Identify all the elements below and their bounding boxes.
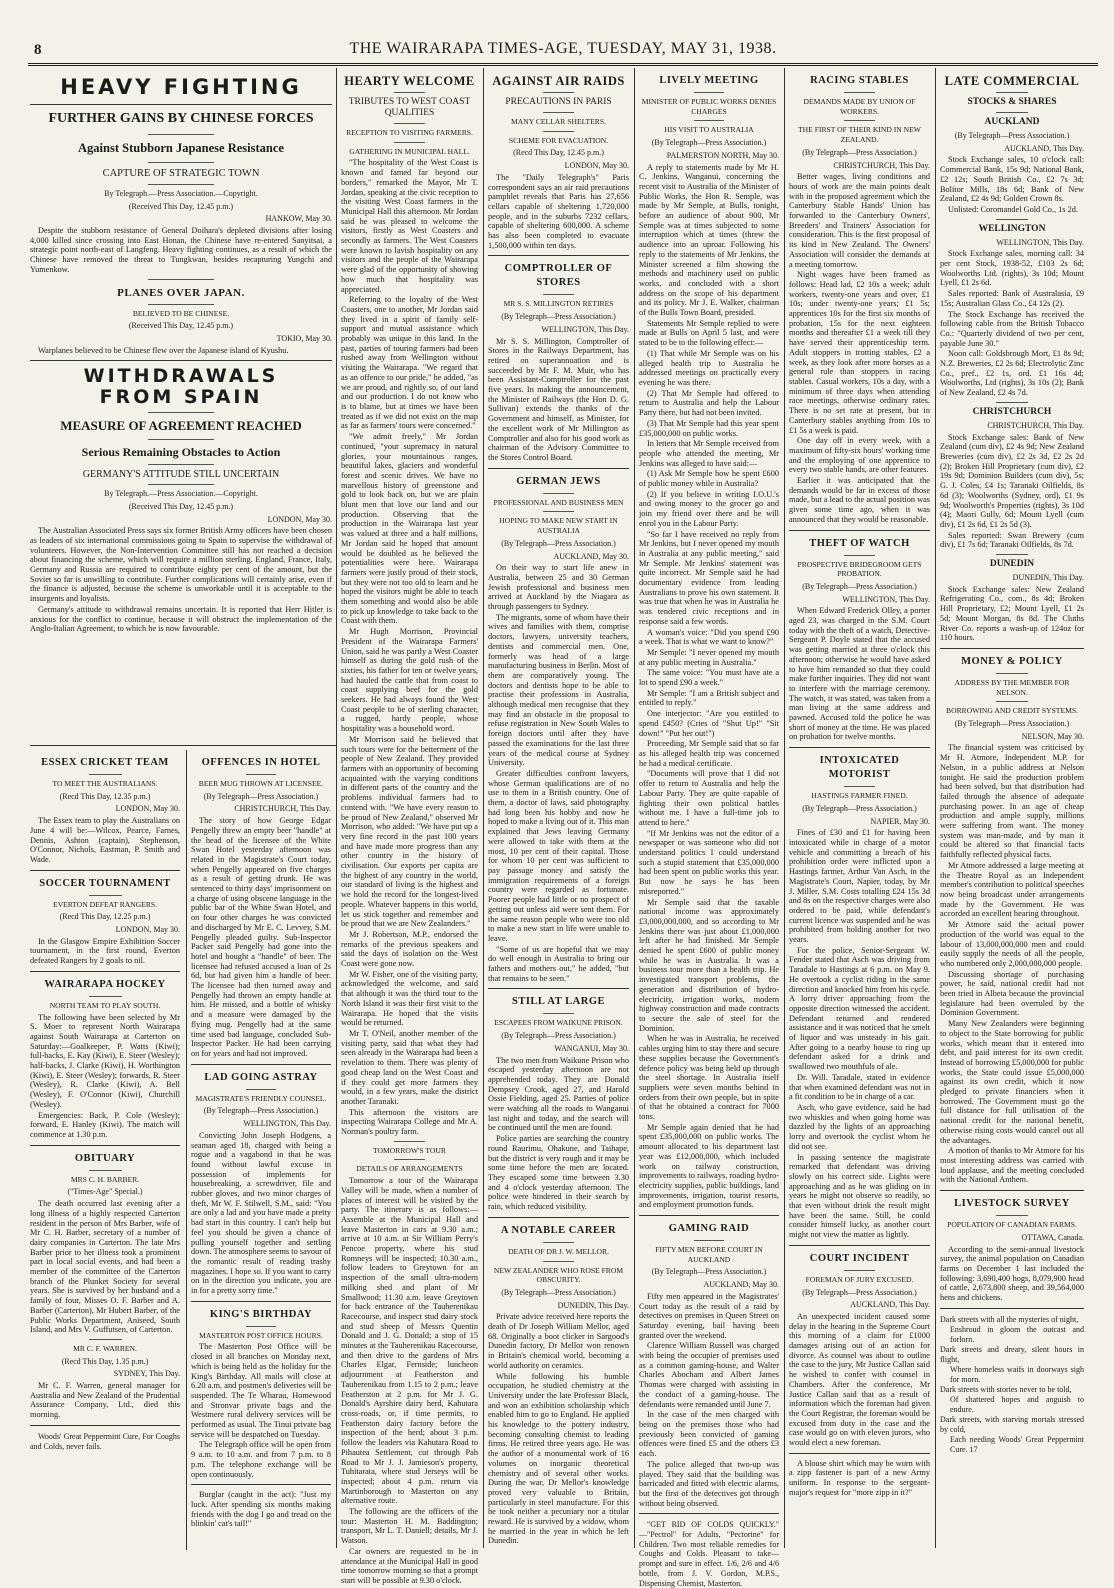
article-paragraph: Fines of £30 and £1 for having been intoxicated while in charge of a motor vehicle and committing a breach of his prohibition order were inflicted upon a Hastings farmer, Arthur Van Asch, in the Magistrate's Court, Napier, today, by Mr J. Miller, S.M. Costs totalling £24 15s 3d and 8s on the respective charges were also ordered to be paid, while defendant's current licence was suspended and he was prohibited from holding another for two years. — [789, 828, 930, 945]
credit-line: (By Telegraph—Press Association.) — [954, 719, 1070, 729]
article-paragraph: For the police, Senior-Sergeant W. Fender stated that Asch was driving from Taradale to Hastings at 6 p.m. on May 9. He overtook a cyclist riding in the same direction and knocked him from his cycle. A lorry driver approaching from the opposite direction witnessed the accident. Defendant returned and rendered assistance and it was noticed that he smelt of liquor and was unsteady in his gait. After going to a nearby house to ring up defendant asked for a drink and swallowed two mouthfuls of ale. — [789, 945, 930, 1072]
dateline: CHRISTCHURCH, This Day. — [833, 160, 930, 170]
article-body: In the Glasgow Empire Exhibition Soccer tournament, in the first round, Everton defeated Rangers by 2 goals to nil. — [30, 936, 180, 966]
column-4 — [639, 68, 779, 1588]
article-paragraph: (2) That Mr Semple had offered to return to Australia and help the Labour Party there, but had not been invited. — [639, 388, 779, 418]
received-line: (Recd This Day, 12.45 p.m.) — [513, 148, 604, 158]
headline: COURT INCIDENT — [809, 1252, 910, 1264]
article-paragraph: The police alleged that two-up was played. They said that the building was barricaded and fitted with electric alarms, but the first of the detectives got through without being observed. — [639, 1459, 779, 1508]
headline: LIVELY MEETING — [659, 75, 759, 86]
article-paragraph: Mr T. O'Neil, another member of the visiting party, said that what they had seen already in the Wairarapa had been a revelation to them. There was plenty of good cheap land on the West Coast and if they could get more farmers they would, in a few years, make the district another Taranaki. — [341, 1028, 478, 1106]
subhead: MR S. S. MILLINGTON RETIRES — [503, 299, 614, 309]
article-body: The Telegraph office will be open from 9 a.m. to 10 a.m. and from 7 p.m. to 8 p.m. The telephone exchange will be open continuously. — [191, 1440, 331, 1479]
article-paragraph: Car owners are requested to be in attendance at the Municipal Hall in good time tomorrow morning so that a prompt start will be possible at 9.30 o'clock. — [341, 1546, 478, 1585]
headline-heavy-fighting: HEAVY FIGHTING — [60, 75, 302, 99]
article-paragraph: The same voice: "You must have ate a lot to spend £90 a week." — [639, 668, 779, 688]
market-report: Stock Exchange sales: New Zealand Refrigerating Co., com., 8s 4d; Broken Hill Proprietary, £2; Mount Lyell, £1 2s 5d; Mount Morgan, 8s 8d. The Cluths River Co. reports a wash-up of 124oz for 110 hours. — [940, 584, 1084, 643]
article-paragraph: (2) If you believe in writing I.O.U.'s and owing money to the grocer go and join my friend over there and he will enrol you in the Labour Party. — [639, 489, 779, 528]
received-line: (Received This Day, 12.45 p.m.) — [128, 321, 234, 331]
advertisement: "GET RID OF COLDS QUICKLY." —"Pectrol" for Adults, "Pectorine" for Children. Two most reliable remedies for Coughs and Colds. Pleasant to take—prompt and sure in effect. 1/6, 2/6 and 4/6 bottle, from J. V. Gordon, M.P.S., Dispensing Chemist, Masterton. — [639, 1520, 779, 1588]
article-paragraph: Statements Mr Semple replied to were made at Bulls on April 5 last, and were stated to be to the following effect:— — [639, 318, 779, 348]
column-rule — [634, 68, 635, 1548]
market-report: Noon call: Goldsbrough Mort, £1 8s 9d; N.Z. Breweries, £2 2s 6d; Electrolytic Zinc Co., pref., £2 1s, ord. £1 16s 4d; Woolworths, Ltd (rights), 3s 10s (2); Bank of New Zealand, £2 4s 7d. — [940, 349, 1084, 398]
dateline: OTTAWA, Canada. — [1021, 1232, 1084, 1242]
column-rule — [935, 68, 936, 1548]
article-paragraph: Night wages have been framed as follows: Head lad, £2 10s a week; adult workers, twenty-one years and over, £1 10s; under twenty-one years; £1 5s; apprentices 10s for the first six months of probation, 15s for the next eighteen months and thereafter £1 a week till they have served their apprenticeship term. Adult stoppers in trotting stables, £2 a week, as they look after more horses as a general rule than stoppers in racing stables. Casual workers, 10s a day, with a minimum of three days when attending race meetings, otherwise ordinary rates. There is no set rate at present, but in Canterbury stables anything from 10s to £1 5s a week is paid. — [789, 270, 930, 435]
article-paragraph: Mr Semple again denied that he had spent £35,000,000 on public works. The amount allocated to his department last year was £12,000,000, which included work on railway construction, improvements to railways, roading hydro-electricity supplies, public buildings, land improvements, irrigation, tourist resorts, and employment promotion funds. — [639, 1122, 779, 1210]
dateline: CHRISTCHURCH, This Day. — [234, 804, 331, 814]
headline: GAMING RAID — [668, 1223, 750, 1235]
headline: OBITUARY — [74, 1152, 136, 1164]
headline: ESSEX CRICKET TEAM — [41, 757, 169, 768]
headline: COMPTROLLER OF STORES — [504, 263, 613, 289]
headline: MONEY & POLICY — [961, 655, 1063, 667]
received-line: (Recd This Day, 12.25 p.m.) — [59, 912, 151, 922]
article-paragraph: Asch, who gave evidence, said he had two whiskies and when going home was dazzled by the lights of an approaching lorry and overtook the cyclist whom he did not see. — [789, 1102, 930, 1151]
headline: KING'S BIRTHDAY — [209, 1308, 313, 1320]
article-paragraph: "Documents will prove that I did not offer to return to Australia and help the Labour Party. They are quite capable of fighting their own political battles without me. I have a full-time job to attend to here." — [639, 769, 779, 827]
article-body: Convicting John Joseph Hodgens, a seaman aged 18, charged with being a rogue and a vagabond in that he was found without lawful excuse in possession of implements for housebreaking, a screwdriver, file and rubber gloves, and two minor charges of theft, Mr W. F. Stilwell, S.M., said: "You are only a lad and you have made a pretty bad start in this country. I can't help but feel you should be given a chance of pulling yourself together and settling down. The atmosphere seems to savour of the romantic result of reading trashy magazines. I hope so. If you want to carry on in the direction you indicate, you are in for a pretty sorry time." — [191, 1130, 331, 1296]
market-report: Sales reported: Swan Brewery (cum div), £1 7s 6d; Taranaki Oilfields, 8s 7d. — [940, 530, 1084, 550]
subhead: MINISTER OF PUBLIC WORKS DENIES CHARGES — [641, 97, 777, 116]
article-paragraph: Many New Zealanders were beginning to object to the State borrowing for public works, which meant that it entered into debt, and paid interest for its own credit. Instead of borrowing £5,000,000 for public works, the State could issue £5,000,000 against its own credit, which it now pledged to private financiers when it borrowed. The Government must go the full distance for full utilisation of the national credit for the national benefit, otherwise rising costs would cancel out all the advantages. — [940, 1019, 1084, 1145]
column-1b — [191, 750, 331, 1550]
subhead: BORROWING AND CREDIT SYSTEMS. — [946, 706, 1078, 716]
column-rule — [483, 68, 484, 1548]
article-paragraph: In letters that Mr Semple received from people who attended the meeting, Mr Jenkins was alleged to have said:— — [639, 439, 779, 468]
subhead: STOCKS & SHARES — [967, 97, 1057, 107]
top-left-block — [30, 68, 332, 744]
credit-line: (By Telegraph—Press Association.) — [802, 1287, 917, 1297]
dateline: WELLINGTON, This Day. — [541, 324, 629, 334]
article-paragraph: Earlier it was anticipated that the demands would be far in excess of those made, but a lead to the actual position was given some time ago, when it was announced that they would be reasonable. — [789, 476, 930, 524]
article-paragraph: A woman's voice: "Did you spend £90 a week. That is what we want to know?" — [639, 627, 779, 647]
article-paragraph: A motion of thanks to Mr Atmore for his most interesting address was carried with loud applause, and the meeting concluded with the National Anthem. — [940, 1146, 1084, 1185]
subhead: CAPTURE OF STRATEGIC TOWN — [102, 167, 260, 179]
masthead — [28, 38, 1098, 66]
article-paragraph: One interjector: "Are you entitled to spend £450? (Cries of "Shut Up!" "Sit down!" "Put her out!") — [639, 709, 779, 738]
subhead: TRIBUTES TO WEST COAST QUALITIES — [348, 97, 471, 118]
article-paragraph: Mr Semple: "I never opened my mouth at any public meeting in Australia." — [639, 647, 779, 667]
dateline: WELLINGTON, This Day. — [996, 237, 1084, 247]
subhead: GATHERING IN MUNICIPAL HALL. — [349, 146, 470, 156]
headline: SOCCER TOURNAMENT — [39, 877, 171, 889]
article-paragraph: Referring to the loyalty of the West Coasters, one to another, Mr Jordan said they lived in a spirit of family self-support and mutual assistance which probably was unique in this land. In the past, parties of touring farmers had been rushed away from Wellington without visiting the Wairarapa. "We regard that as an offence to our pride," he added, "as we are proud, and rightly so, of our land and our production. I do not know who is to blame, but at times we have been treated as if we did not exist on the map as far as farmers' tours were concerned." — [341, 295, 478, 431]
credit-line: By Telegraph.—Press Association.—Copyright. — [104, 489, 258, 499]
received-line: (Received This Day, 12.45 p.m.) — [128, 201, 234, 211]
market-report: The Stock Exchange has received the following cable from the British Tobacco Co.: "Quarterly dividend of two per cent, payable June 30." — [940, 309, 1084, 348]
subhead: MEASURE OF AGREEMENT REACHED — [60, 418, 302, 434]
article-paragraph: Greater difficulties confront lawyers, whose German qualifications are of no use to them in a British country. One of them, a doctor of laws, said photography had long been his hobby and now he hoped to make a living out of it. This man explained that Jews leaving Germany were allowed to take with them at the most, 10 per cent of their capital. Those for whom 10 per cent was sufficient to pay passage money and satisfy the immigration requirements of a foreign country were regarded as fortunate. Poorer people had little or no prospect of getting out unless aid were sent them. For the same reason people who were too old to make a new start in life were unable to leave. — [488, 768, 629, 943]
subhead: FURTHER GAINS BY CHINESE FORCES — [48, 111, 314, 127]
column-2 — [341, 68, 478, 1585]
article-paragraph: Mr Atmore addressed a large meeting at the Theatre Royal as an Independent member's contribution to political speeches now being broadcast under arrangements made by the Government. He was accorded an excellent hearing throughout. — [940, 860, 1084, 919]
article-body: Warplanes believed to be Chinese flew over the Japanese island of Kyushu. — [38, 345, 289, 355]
article-body: Emergencies: Back, P. Cole (Wesley); forward, E. Hanley (Kiwi). The match will commence at 1.30 p.m. — [30, 1110, 180, 1139]
subhead: RECEPTION TO VISITING FARMERS. — [346, 128, 473, 137]
dateline: LONDON, May 30. — [115, 804, 180, 814]
column-5 — [789, 68, 930, 1548]
article-paragraph: Mr Hugh Morrison, Provincial President of the Wairarapa Farmers' Union, said he was partly a West Coaster himself as during the gold rush of the sixties, his father for ten or twelve years, had hauled the cattle that from coast to coast supplying beef for the gold seekers. He had always found the West Coast people to be of sterling character, a rugged, hardy people, whose hospitality was a household word. — [341, 627, 478, 734]
article-paragraph: "We admit freely," Mr Jordan continued, "your supremacy in natural glories, your mountainous ranges, beautiful lakes, glaciers and wonderful forest and scenic drives. We have no marvellous history of greenstone and gold to look back on, but we are plain blunt men that love our land and our production. Observing that the production in the Wairarapa last year was valued at three and a half millions, Mr Jordan said he hoped that amount would be doubled as he believed the potentialities were here. Wairarapa farmers were justly proud of their stock, but they were not too old to learn and he hoped the visitors might be able to teach them something and would also be able to pick up knowledge to take back to the Coast with them. — [341, 432, 478, 626]
market-report: Stock Exchange sales: Bank of New Zealand (cum div), £2 4s 9d; New Zealand Breweries (cum div), £2 2s 3d, £2 2s 2d (2); Broken Hill Proprietary (cum div), £2 19s 9d; Dominion Builders (cum div), 5s; G. J. Coles, £4 1s; Taranaki Oilfields, 8s 6d (3); Woolworths (Sydney, ord), £1 9s 9d; Woolworth's Properties (rights), 3s 10d (4); Maori Gully, 6d; Mount Lyell (cum div), £1 2s 6d, £1 2s 5d (3). — [940, 432, 1084, 529]
verse-line: Dark streets with stories never to be told, — [940, 1384, 1072, 1394]
article-paragraph: On their way to start life anew in Australia, between 25 and 30 German Jewish professional and business men arrived at Auckland by the Niagara as through passengers to Sydney. — [488, 563, 629, 612]
credit-line: (By Telegraph—Press Association.) — [802, 803, 917, 813]
article-paragraph: Mr Morrison said he believed that such tours were for the betterment of the people of New Zealand. They provided farmers with an opportunity of becoming acquainted with the varying conditions in different parts of the country and the problems individual farmers had to contend with. "We have every reason to be proud of New Zealand," observed Mr Morrison, who added: "We have put up a very fine record in the past 100 years and have made more progress than any other country in the history of civilisation. Our exports per capita are the highest of any country in the world, our standard of living is the highest and we hold the record for the longest-lived people. Whatever happens in this world, let us stick together and remember and be proud that we are New Zealanders." — [341, 734, 478, 929]
dateline: HANKOW, May 30. — [265, 214, 332, 224]
subhead: FOREMAN OF JURY EXCUSED. — [805, 1274, 914, 1284]
credit-line: (By Telegraph—Press Association.) — [954, 131, 1070, 140]
article-paragraph: Tomorrow a tour of the Wairarapa Valley will be made, when a number of places of interest will be visited by the party. The itinerary is as follows:—Assemble at the Municipal Hall and leave Masterton in cars at 9.30 a.m.; arrive at 10 a.m. at Sir William Perry's Pencoe property, where his stud Romneys will be inspected; 10.30 a.m., follow leaders to Greytown for an inspection of the small ultra-modern milking shed and plant of Mr Smallwood; 11.30 a.m. leave Greytown for back entrance of the Tauherenikau Racecourse, and inspect stud dairy stock and stud sheep of Messrs Quentin Donald and J. G. Donald; a stop of 15 minutes at the Tauherenikau Racecourse, and then drive to the gardens of Mrs Charles Elgar, Fernside; luncheon adjournment at Featherston and Tauherenikau from 1.15 to 2 p.m.; leave Featherston at 2 p.m. for Mr J. G. Donald's Ayrshire dairy herd, Kahutara cross-roads, or, if time permits, to Featherston dairy factory before the inspection of the herd; about 3 p.m. follow the leaders via Kahutara Road to Pihautea Settlement, cut through Pah Road to Mr J. J. Jamieson's property, Tuhitarata, where stud Jerseys will be inspected; about 4 p.m. return via Martinborough to Masterton on any alternative route. — [341, 1176, 478, 1506]
subhead: EVERTON DEFEAT RANGERS. — [52, 899, 158, 909]
subhead: MAGISTRATE'S FRIENDLY COUNSEL. — [195, 1093, 327, 1103]
article-paragraph: Private advice received here reports the death of Dr Joseph William Mellor, aged 68. Originally a boot clicker in Sargood's Dunedin factory, Dr Mellor won renown in Britain's chemical world, becoming a world authority on ceramics. — [488, 1312, 629, 1370]
article-paragraph: Proceeding, Mr Semple said that so far as his alleged health trip was concerned he had a medical certificate. — [639, 739, 779, 768]
headline: LIVESTOCK SURVEY — [954, 1198, 1070, 1210]
filler-joke: Burglar (caught in the act): "Just my luck. After spending six months making friends with the dog I go and tread on the blinkin' cat's tail!" — [191, 1490, 331, 1529]
article-body: Despite the stubborn resistance of General Doihara's depleted divisions after losing 4,000 killed since crossing into East Honan, the Chinese have re-entered Sanyitsai, a strategic point north-east of Langfeng. Heavy fighting continues, as a result of which the Chinese have removed the threat to Tungkwan, besides recapturing Yungchi and Yumenkow. — [30, 226, 332, 274]
credit-line: (By Telegraph—Press Association.) — [501, 312, 616, 322]
headline: AGAINST AIR RAIDS — [492, 74, 625, 88]
subhead: BEER MUG THROWN AT LICENSEE. — [198, 779, 324, 788]
headline: LAD GOING ASTRAY — [204, 1071, 318, 1083]
dateline: NAPIER, May 30. — [870, 816, 930, 826]
advertisement: Woods' Great Peppermint Cure, For Coughs and Colds, never fails. — [30, 1431, 180, 1451]
credit-line: (By Telegraph—Press Association.) — [501, 538, 616, 548]
article-paragraph: Better wages, living conditions and hours of work are the main points dealt with in the proposed agreement which the Canterbury Stable Hands' Union has forwarded to the Canterbury Owners', Breeders' and Trainers' Association for consideration. This is the first proposal of its kind in New Zealand. The Owners' Association will consider the demands at a meeting tomorrow. — [789, 172, 930, 269]
subhead: GERMANY'S ATTITUDE STILL UNCERTAIN — [82, 469, 280, 481]
verse-line: Dark streets with all the mysteries of night, — [940, 1314, 1079, 1324]
subhead: PRECAUTIONS IN PARIS — [505, 97, 612, 107]
credit-line: (By Telegraph—Press Association.) — [802, 581, 917, 591]
article-paragraph: The migrants, some of whom have their wives and families with them, comprise doctors, lawyers, university teachers, dentists and commercial men. One, formerly was head of a large manufacturing business in Berlin. Most of them are comparatively young. The doctors and dentists hope to be able to practise their professions in Australia, although medical men recognise that they may find an obstacle in the proposal to refuse registration in New South Wales to foreign doctors until after they have passed the examinations for the last three years of the medical course at Sydney University. — [488, 612, 629, 768]
article-paragraph: (1) That while Mr Semple was on his alleged health trip to Australia he addressed meetings on practically every evening he was there. — [639, 348, 779, 387]
column-3 — [488, 68, 629, 1548]
section-rule — [30, 745, 336, 746]
advertisement-verse — [940, 1315, 1084, 1455]
credit-line: (By Telegraph—Press Association.) — [203, 791, 319, 801]
credit-line: (By Telegraph—Press Association.) — [501, 1287, 616, 1297]
dateline: AUCKLAND, This Day. — [850, 1300, 930, 1310]
newspaper-title: THE WAIRARAPA TIMES-AGE, TUESDAY, MAY 31, 1938. — [349, 40, 777, 57]
dateline: DUNEDIN, This Day. — [1012, 573, 1084, 583]
article-paragraph: Mr W. Fisher, one of the visiting party, acknowledged the welcome, and said that although it was the third tour to the North Island it was their first visit to the Wairarapa. He hoped that the visits would be returned. — [341, 969, 478, 1028]
dateline: WELLINGTON, This Day. — [842, 594, 930, 604]
article-body: When Edward Frederick Olley, a porter aged 23, was charged in the S.M. Court today with the theft of a watch, Detective-Sergeant P. Doyle stated that the accused was getting married at three o'clock this afternoon; otherwise he would have asked to have him remanded so that they could make further inquiries. They did not want to interfere with the marriage ceremony. The watch, it was stated, was taken from a man living at the same address and pawned. Accused told the police he was short of money at the time. He was placed on probation for twelve months. — [789, 606, 930, 742]
article-paragraph: While following his humble occupation, he studied chemistry at the University under the late Professor Black, and won an exhibition scholarship which enabled him to go to England. He applied his knowledge to the pottery industry, becoming consulting chemist to leading firms. He retired three years ago. He was the author of a monumental work of 16 volumes on inorganic theoretical chemistry and of several other works. During the war, Dr Mellor's knowledge proved very valuable to Britain, particularly in steel manufacture. For this he took neither a pecuniary nor a titular reward. He is survived by a widow, whom he married in the year in which he left Dunedin. — [488, 1371, 629, 1546]
article-paragraph: Mr Semple said that the taxable national income was approximately £3,000,000,000, and so according to Mr Jenkins there was just about £1,000,000 left after he had finished. Mr Semple denied he spent £600 of public money while he was in Australia. It was a business tour more than a health trip. He investigated transport problems, the generation and distribution of hydro-electricity, irrigation works, modern highway construction and made contracts to secure the sale of steel for the Dominion. — [639, 897, 779, 1033]
subhead: PROSPECTIVE BRIDEGROOM GETS PROBATION. — [797, 559, 922, 579]
article-paragraph: Police parties are searching the country round Raurimu, Ohakune, and Taihape, but the district is very rough and it may be some time before the men are located. They escaped some time between 3.30 and 4 o'clock yesterday afternoon. The police were hindered in their search by rain, which reduced visibility. — [488, 1134, 629, 1212]
article-paragraph: Dr. Will. Taradale, stated in evidence that when examined defendant was not in a fit condition to be in charge of a car. — [789, 1072, 930, 1102]
page-number: 8 — [34, 42, 42, 58]
market-report: Sales reported: Bank of Australasia, £9 15s; Australian Glass Co., £4 12s (2). — [940, 289, 1084, 308]
subhead: HOPING TO MAKE NEW START IN AUSTRALIA — [499, 516, 618, 536]
article-paragraph: Discussing shortage of purchasing power, he said, national credit had not been tried in Albeta because the provincial legislature had been overruled by the Dominion Government. — [940, 969, 1084, 1018]
subhead: MR C. F. WARREN. — [73, 1343, 137, 1353]
subhead: DETAILS OF ARRANGEMENTS — [356, 1164, 463, 1174]
dateline: DUNEDIN, This Day. — [557, 1300, 629, 1310]
dateline: WELLINGTON, This Day. — [243, 1119, 331, 1129]
article-paragraph: Mr Semple: "I am a British subject and entitled to reply." — [639, 688, 779, 708]
column-1a — [30, 750, 180, 1550]
article-paragraph: Clarence William Russell was charged with being the occupier of premises used as a common gaming-house, and Walter Charles Abocham and Albert James Thomas were charged with assisting in the conduct of a gaming-house. The defendants were remanded until June 7. — [639, 1341, 779, 1409]
article-body: According to the semi-annual livestock survey, the animal population on Canadian farms on December 1 last included the following: 3,690,400 hogs, 8,079,900 head of cattle, 2,673,800 sheep, and 39,564,000 hens and chickens. — [940, 1244, 1084, 1303]
headline: A NOTABLE CAREER — [500, 1224, 617, 1236]
subhead: NORTH TEAM TO PLAY SOUTH. — [49, 1000, 161, 1010]
article-paragraph: "Some of us are hopeful that we may do well enough in Australia to bring our fathers and mothers out," he added, "but that remains to be seen." — [488, 944, 629, 983]
article-paragraph: (1) Ask Mr Semple how he spent £600 of public money while in Australia? — [639, 469, 779, 489]
article-paragraph: A reply to statements made by Mr H. C. Jenkins, Wanganui, concerning the recent visit to Australia of the Minister of Public Works, the Hon R. Semple, was made by Mr Semple, at Bulls, tonight, before an audience of about 900, Mr Semple was at times subjected to some interruption which at times (threw the audience into an uproar. Following his reply to the statements of Mr Jenkins, the Minister screened a film showing the methods and machinery used on public works, and concluded with a short address on the scope of his department and its policy. Mr J. E. Walker, chairman of the Bulls Town Board, presided. — [639, 162, 779, 318]
article-paragraph: "If Mr Jenkins was not the editor of a newspaper or was someone who did not understand politics I could understand such a stupid statement that £35,000,000 had been spent on public works this year. But now he says he has been misreported." — [639, 828, 779, 896]
article-paragraph: Mr J. Robertson, M.P., endorsed the remarks of the previous speakers and said the days of isolation on the West Coast were gone now. — [341, 929, 478, 969]
subhead: PROFESSIONAL AND BUSINESS MEN — [493, 497, 624, 507]
special-line: ("Times-Age" Special.) — [67, 1187, 143, 1197]
article-body: The Essex team to play the Australians on June 4 will be:—Wilcox, Pearce, Farnes, Dennis, Ashton (captain), Stephenson, O'Connor, Nichols, Eastman, P. Smith and Wade. — [30, 816, 180, 864]
dateline: LONDON, May 30. — [267, 514, 332, 524]
subhead: MASTERTON POST OFFICE HOURS. — [199, 1330, 323, 1340]
subhead: ESCAPEES FROM WAIKUNE PRISON. — [494, 1018, 623, 1028]
verse-line: Of shattered hopes and anguish to endure. — [950, 1394, 1084, 1414]
article-paragraph: The following are the officers of the tour: Masterton H. M. Baddington; transport, Mr L. T. Daniell; details, Mr J. Watson. — [341, 1507, 478, 1546]
credit-line: (By Telegraph—Press Association.) — [501, 1031, 616, 1041]
column-6 — [940, 68, 1084, 1548]
headline: INTOXICATED MOTORIST — [819, 755, 900, 781]
subhead: FIFTY MEN BEFORE COURT IN AUCKLAND — [655, 1245, 763, 1264]
dateline: NELSON, May 30. — [1021, 731, 1084, 741]
dateline: AUCKLAND, May 30. — [553, 551, 629, 561]
filler-joke: A blouse shirt which may be worn with a zipp fastener is part of a new Army uniform. In response to the sergeant-major's request for "more zipp in it?" — [789, 1458, 930, 1497]
article-body: The Australian Associated Press says six former British Army officers have been chosen as leaders of six international commissions going to Spain to supervise the withdrawal of volunteers. However, the Non-Intervention Committee still has not reached a decision about financing the scheme, which will require a million sterling. England, France, Italy, Germany and Russia are required to contribute eighty per cent of the amount, but the Soviet so far is unwilling to contribute. Further complications will certainly arise, even if the finance is adjusted, because the scheme is unworkable until it is acceptable to the insurgents and loyalists. — [30, 526, 332, 604]
credit-line: By Telegraph.—Press Association.—Copyright. — [104, 188, 258, 198]
subhead: ADDRESS BY THE MEMBER FOR NELSON. — [954, 677, 1070, 697]
subhead: NEW ZEALANDER WHO ROSE FROM OBSCURITY. — [493, 1265, 624, 1285]
subhead: DEMANDS MADE BY UNION OF WORKERS. — [803, 97, 916, 116]
verse-line: Enshroud in gloom the outcast and forlorn. — [950, 1324, 1084, 1344]
headline: THEFT OF WATCH — [809, 537, 910, 549]
dateline: SYDNEY, This Day. — [113, 1369, 180, 1379]
column-rule — [186, 750, 187, 1550]
headline: LATE COMMERCIAL — [944, 74, 1080, 88]
subhead: HASTINGS FARMER FINED. — [811, 791, 908, 801]
subhead: SCHEME FOR EVACUATION. — [508, 135, 609, 145]
credit-line: (By Telegraph—Press Association.) — [203, 1106, 319, 1116]
market-report: Stock Exchange sales, 10 o'clock call: Commercial Bank, 15s 9d; National Bank, £2 12s; South British Co., £2 7s 3d; Bolitor Mills, 18s 6d; Bank of New Zealand, £2 4s 9d; Golden Crown 8s. — [940, 155, 1084, 204]
dateline: TOKIO, May 30. — [276, 333, 332, 343]
dateline: WANGANUI, May 30. — [554, 1043, 629, 1053]
received-line: (Received This Day, 12.45 p.m.) — [128, 501, 234, 511]
article-paragraph: This afternoon the visitors are inspecting Wairarapa College and Mr A. Norman's poultry farm. — [341, 1107, 478, 1137]
article-body: Mr C. F. Warren, general manager for Australia and New Zealand of the Prudential Assurance Company, Ltd., died this morning. — [30, 1381, 180, 1420]
article-paragraph: Fifty men appeared in the Magistrates' Court today as the result of a raid by detectives on premises in Queen Street on Saturday evening, bail having been granted over the weekend. — [639, 1291, 779, 1340]
received-line: (Recd This Day, 12.35 p.m.) — [59, 791, 151, 801]
market-report: Stock Exchange sales, morning call: 34 per cent Stock, 1938-52, £103 2s 6d; Woolworths Ltd. (rights), 3s 10d; Mount Lyell, £1 2s 6d. — [940, 249, 1084, 288]
article-paragraph: "The hospitality of the West Coast is known and famed far beyond our borders," remarked the Mayor, Mr T. Jordan, speaking at the civic reception to the visiting West Coast farmers in the Municipal Hall this afternoon. Mr Jordan said he was pleased to welcome the visitors, firstly as West Coasters and secondly as farmers. The West Coasters were known to lavish hospitality on any visitors and the people of the Wairarapa were glad of the opportunity of showing how much that hospitality was appreciated. — [341, 158, 478, 294]
headline: HEARTY WELCOME — [344, 74, 475, 88]
dateline: CHRISTCHURCH, This Day. — [987, 420, 1084, 430]
subhead: TO MEET THE AUSTRALIANS. — [52, 779, 158, 788]
column-rule — [336, 68, 337, 1548]
article-paragraph: The financial system was criticised by Mr H. Atmore, Independent M.P. for Nelson, in a public address at Nelson tonight. He said the production problem had been solved, but that distribution had failed through the absence of adequate purchasing power. In an age of cheap production and ample supply, millions were suffering from want. The money system was man-made, and by man it could be altered so that financial facts faithfully reflected physical facts. — [940, 743, 1084, 860]
city-heading: AUCKLAND — [984, 117, 1040, 127]
headline-withdrawals: WITHDRAWALS FROM SPAIN — [83, 365, 279, 409]
credit-line: (By Telegraph—Press Association.) — [651, 138, 767, 148]
article-paragraph: (3) That Mr Semple had this year spent £35,000,000 on public works. — [639, 418, 779, 438]
subhead: Serious Remaining Obstacles to Action — [81, 444, 281, 459]
headline: WAIRARAPA HOCKEY — [44, 978, 166, 990]
article-paragraph: Mr Atmore said the actual power production of the world was equal to the labour of 13,000,000,000 men and could easily supply the needs of all the people, who numbered only 2,000,000,000 people. — [940, 920, 1084, 968]
city-heading: WELLINGTON — [978, 223, 1046, 234]
dateline: PALMERSTON NORTH, May 30. — [666, 150, 779, 160]
article-body: Germany's attitude to withdrawal remains uncertain. It is reported that Herr Hitler is anxious for the conflict to continue, because it will obstruct the implementation of the Anglo-Italian Agreement, to which he is now favourable. — [30, 604, 332, 634]
article-body: The following have been selected by Mr S. Moer to represent North Wairarapa against South Wairarapa at Carterton on Saturday:—Goalkeeper, P. Watts (Kiwi); full-backs, E. Kay (Kiwi), E. Steer (Wesley); half-backs, J. Clarke (Kiwi), H. Worthington (Kiwi), E. Steer (Wesley); forwards, R. Steer (Wesley), R. Clarke (Kiwi), A. Bell (Wesley), F. O'Connor (Kiwi), Churchill (Wesley). — [30, 1012, 180, 1109]
subhead: Against Stubborn Japanese Resistance — [78, 140, 284, 155]
article-body: The death occurred last evening after a long illness of a highly respected Carterton resident in the person of Mrs Barber, wife of Mr C. H. Barber, secretary of a number of dairy companies in Carterton. The late Mrs Barber prior to her illness took a prominent part in local social events, and had been a member of the committee of the Carterton branch of the Plunket Society for several years. She is survived by her husband and a family of four, Misses O. F. Barber and A. Barber (Carterton), Mr Hubert Barber, of the Public Works Department, Aniseed, South Island, and Mrs V. Guffutsen, of Carterton. — [30, 1199, 180, 1335]
city-heading: CHRISTCHURCH — [972, 406, 1052, 417]
headline: PLANES OVER JAPAN. — [117, 286, 245, 299]
headline: GERMAN JEWS — [516, 475, 601, 487]
article-paragraph: "So far I have received no reply from Mr Jenkins, but I never opened my mouth in Australia at any public meeting," said Mr Semple. Mr Jenkins' statement was quite incorrect. Mr Semple said he had documentary evidence from leading Australians to prove his own statement. It was true that when he was in Australia he was tendered civic receptions and in response said a few words. — [639, 529, 779, 626]
column-rule — [784, 68, 785, 1548]
subhead: TOMORROW'S TOUR — [373, 1145, 446, 1155]
verse-line: Dark streets, with starving mortals stressed by cold, — [940, 1414, 1084, 1434]
subhead: HIS VISIT TO AUSTRALIA — [664, 125, 754, 135]
subhead: POPULATION OF CANADIAN FARMS. — [947, 1220, 1077, 1230]
article-body: An unexpected incident caused some delay in the hearing in the Supreme Court this morning of a claim for £1000 damages arising out of an action for divorce. As counsel was about to outline the case to the jury, Mr Justice Callan said he wished to confer with counsel in Chambers. After the conference, Mr Justice Callan said that as a result of information which the foreman had given the Court Registrar, the foreman would be excused from duty in the case and the case would go on with eleven jurors, who would elect a new foreman. — [789, 1311, 930, 1448]
headline: STILL AT LARGE — [512, 996, 605, 1008]
market-report: Unlisted: Coromandel Gold Co., 1s 2d. — [948, 204, 1078, 214]
city-heading: DUNEDIN — [989, 559, 1035, 570]
article-paragraph: When he was in Australia, he received cables urging him to stay there and secure these supplies because the Government's defence policy was being held up through the steel shortage. In Australia itself suppliers were seven months behind in orders from their own people, but in spite of that he obtained a contract for 7000 tons. — [639, 1034, 779, 1122]
received-line: (Recd This Day, 1.35 p.m.) — [61, 1356, 149, 1366]
article-body: The Masterton Post Office will be closed in all branches on Monday next, which is being held as the holiday for the King's Birthday. All mails will close at 6.20 a.m. and postmen's deliveries will be suspended. The Te Wharau, Homewood and Stronvar private bags and the Westmere rural delivery services will be performed as usual. The Tinui private bag service will be despatched on Tuesday. — [191, 1342, 331, 1439]
credit-line: (By Telegraph—Press Association.) — [651, 1267, 767, 1277]
article-body: The story of how George Edgar Pengelly threw an empty beer "handle" at the head of the licensee of the White Swan Hotel yesterday afternoon was related in the Magistrate's Court today, when Pengelly appeared on five charges as a result of getting drunk. He was sentenced to thirty days' imprisonment on a charge of using obscene language in the public bar of the White Swan Hotel, and on four other charges he was convicted and discharged by Mr E. C. Levvey, S.M. Pengelly pleaded guilty. Sub-Inspector Packer said Pengelly had gone into the hotel and bought a "handle" of beer. The licensee had refused accused a loan of 2s 6d, but had given him a handle of beer. The licensee had then turned away and Pengelly had thrown an empty handle at him. He missed, and a bottle of whisky and a measure were damaged by the flying mug. Pengelly had at the same time used bad language, concluded Sub-Inspector Packer. He had been carrying on for years and had not improved. — [191, 816, 331, 1058]
subhead: MANY CELLAR SHELTERS. — [511, 117, 606, 126]
dateline: AUCKLAND, May 30. — [703, 1280, 779, 1290]
subhead: THE FIRST OF THEIR KIND IN NEW ZEALAND. — [798, 125, 921, 145]
article-paragraph: One day off in every week, with a maximum of fifty-six hours' working time and the employing of one apprentice to every two stable hands, are other features. — [789, 436, 930, 475]
verse-line: Each needing Woods' Great Peppermint Cure. 17 — [950, 1434, 1084, 1454]
dateline: LONDON, May 30. — [115, 925, 180, 935]
dateline: AUCKLAND, This Day. — [1004, 143, 1084, 153]
article-body: The "Daily Telegraph's" Paris correspondent says an air raid precautions pamphlet reveals that Paris has 27,656 cellars capable of sheltering 1,720,000 people, and in the suburbs 7232 cellars, capable of sheltering 600,000. A scheme has also been completed to evacuate 1,500,000 within ten days. — [488, 172, 629, 250]
subhead: MRS C. H. BARBER. — [70, 1174, 140, 1184]
credit-line: (By Telegraph—Press Association.) — [802, 147, 917, 157]
article-body: Mr S. S. Millington, Comptroller of Stores in the Railways Department, has retired on superannuation and is succeeded by Mr F. M. Muir, who has been Assistant-Comptroller for the past five years. In making the announcement, the Minister of Railways (the Hon D. G. Sullivan) extends the thanks of the Government and himself, as Minister, for the excellent work of Mr Millington as Comptroller and also for his good work as chairman of the Advisory Committee to the Stores Control Board. — [488, 336, 629, 462]
verse-line: Dark streets and dreary, silent hours in flight, — [940, 1344, 1084, 1364]
subhead: DEATH OF DR J. W. MELLOR. — [508, 1246, 609, 1256]
verse-line: Where homeless waifs in doorways sigh for morn. — [950, 1364, 1084, 1384]
article-paragraph: The two men from Waikune Prison who escaped yesterday afternoon are not apprehended today. They are Donald Dempsey Crook, aged 27, and Harold Ossie Fielding, aged 25. Parties of police were watching all the roads to Wanganui last night and today, and the search will be continued until the men are found. — [488, 1055, 629, 1133]
headline: OFFENCES IN HOTEL — [201, 757, 321, 768]
article-paragraph: In the case of the men charged with being on the premises those who had previously been convicted of gaming offences were fined £5 and the others £3 each. — [639, 1410, 779, 1459]
article-paragraph: In passing sentence the magistrate remarked that defendant was driving slowly on his correct side. Lights were approaching and as he was gliding on in years he might not observe so readily, so that even without drink the result might have been the same. Still, he could consider himself lucky, as another court might not view the matter as lightly. — [789, 1152, 930, 1240]
subhead: BELIEVED TO BE CHINESE. — [132, 308, 230, 318]
dateline: LONDON, May 30. — [564, 161, 629, 171]
headline: RACING STABLES — [810, 75, 909, 86]
